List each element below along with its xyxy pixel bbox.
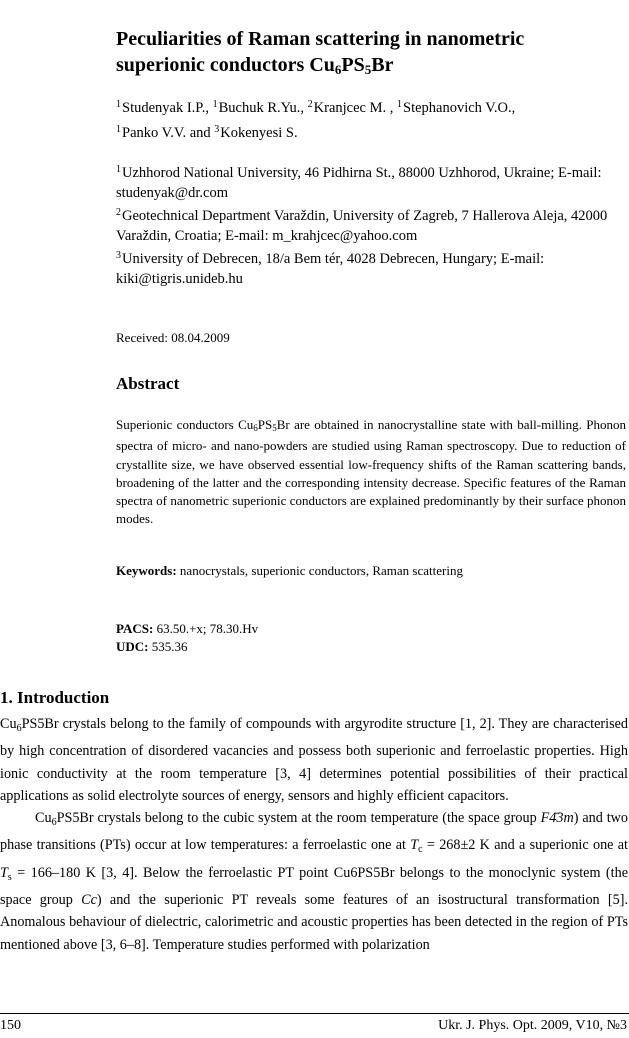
- affiliation-3: $^3$University of Debrecen, 18/a Bem tér, 4028 Debrecen, Hungary; E-mail: kiki@tigris.unideb.hu: [116, 250, 545, 287]
- affiliations: [116, 160, 621, 289]
- section-heading-introduction: 1. Introduction: [0, 688, 110, 707]
- abstract-heading: Abstract: [116, 374, 180, 393]
- keywords: Keywords: nanocrystals, superionic conductors, Raman scattering: [116, 563, 463, 578]
- affiliation-1: $^1$Uzhhorod National University, 46 Pidhirna St., 88000 Uzhhorod, Ukraine; E-mail: studenyak@dr.com: [116, 164, 602, 201]
- paragraph-2: $Cu_6PS5Br$ crystals belong to the cubic system at the room temperature (the space group F4̄3m) and two phase transitions (PTs) occur at low temperatures: a ferroelastic one at $T_c = 268\pm 2$ K and a superionic one at $T_s = 166-180$ K [3, 4]. Below the ferroelastic PT point Cu6PS5Br belongs to the monoclynic system (the space group Cc) and the superionic PT reveals some features of an isostructural transformation [5]. Anomalous behaviour of dielectric, calorimetric and acoustic properties has been detected in the region of PTs mentioned above [3, 6–8]. Temperature studies performed with polarization: [0, 810, 628, 953]
- author-list: [116, 94, 616, 144]
- udc: UDC: 535.36: [116, 639, 188, 654]
- affiliation-2: $^2$Geotechnical Department Varaždin, University of Zagreb, 7 Hallerova Aleja, 42000 Varaždin, Croatia; E-mail: m_krahjcec@yahoo.com: [116, 207, 608, 244]
- author-line-1: $^1$Studenyak I.P., $^1$Buchuk R.Yu., $^2$Kranjcec M. , $^1$Stephanovich V.O.,: [116, 99, 516, 116]
- paragraph-1: $Cu_6PS5Br$ crystals belong to the family of compounds with argyrodite structure [1, 2]. They are characterised by high concentration of disordered vacancies and possess both superionic and ferroelastic properties. High ionic conductivity at the room temperature [3, 4] determines potential possibilities of their practical applications as solid electrolyte sources of energy, sensors and highly efficient capacitors.: [0, 716, 628, 804]
- journal-citation: Ukr. J. Phys. Opt. 2009, V10, №3: [438, 1018, 627, 1033]
- author-line-2: $^1$Panko V.V. and $^3$Kokenyesi S.: [116, 124, 298, 141]
- pacs: PACS: 63.50.+x; 78.30.Hv: [116, 621, 259, 636]
- introduction-body: [0, 713, 628, 956]
- abstract-text: Superionic conductors $Cu_6PS_5Br$ are obtained in nanocrystalline state with ball-milling. Phonon spectra of micro- and nano-powders are studied using Raman spectroscopy. Due to reduction of crystallite size, we have observed essential low-frequency shifts of the Raman scattering bands, broadening of the latter and the corresponding intensity decrease. Specific features of the Raman spectra of nanometric superionic conductors are explained predominantly by their surface phonon modes.: [116, 417, 626, 527]
- received-date: Received: 08.04.2009: [116, 330, 230, 345]
- classification-codes: [116, 620, 258, 656]
- paper-title: Peculiarities of Raman scattering in nanometric superionic conductors $Cu_6PS_5Br$: [116, 28, 525, 77]
- footer-rule: [0, 1013, 629, 1014]
- page-number: 150: [0, 1018, 21, 1033]
